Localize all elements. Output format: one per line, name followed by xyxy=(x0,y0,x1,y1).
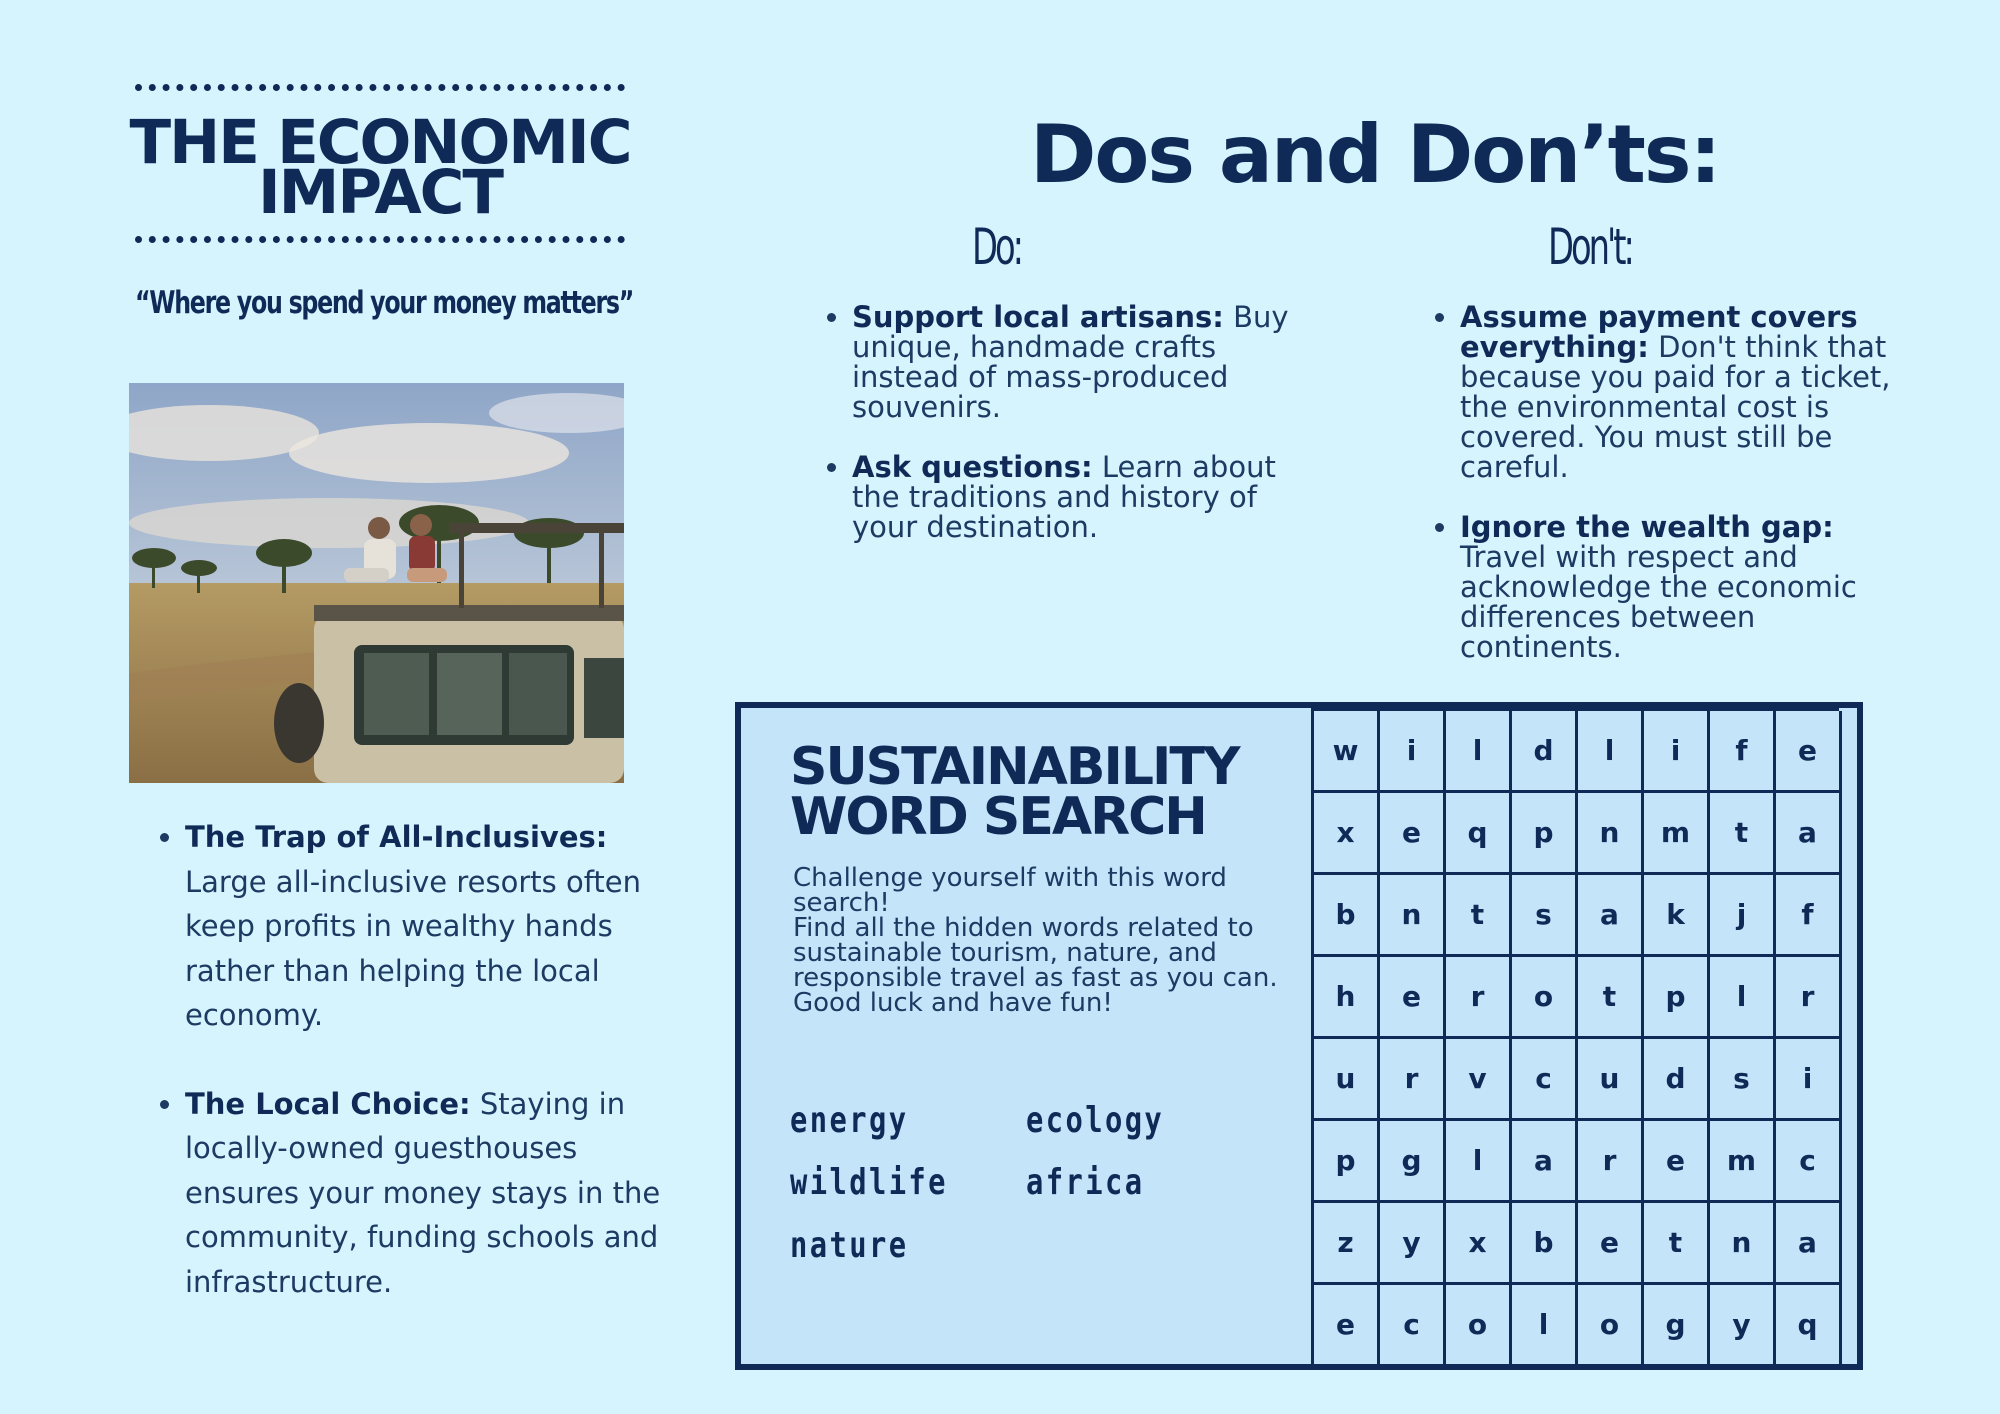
list-item xyxy=(852,452,1312,542)
grid-cell[interactable]: q xyxy=(1446,793,1512,875)
grid-cell[interactable]: e xyxy=(1380,793,1446,875)
letter-grid xyxy=(1311,708,1839,1368)
list-item xyxy=(1460,512,1920,662)
grid-cell[interactable]: n xyxy=(1380,875,1446,957)
grid-cell[interactable]: r xyxy=(1446,957,1512,1039)
grid-cell[interactable]: e xyxy=(1314,1285,1380,1367)
description-line: Find all the hidden words related to xyxy=(793,913,1254,943)
economic-title-line2: IMPACT xyxy=(257,157,503,228)
dont-list xyxy=(1422,302,1920,692)
grid-cell[interactable]: t xyxy=(1446,875,1512,957)
grid-cell[interactable]: w xyxy=(1314,711,1380,793)
grid-cell[interactable]: l xyxy=(1710,957,1776,1039)
grid-cell[interactable]: s xyxy=(1512,875,1578,957)
economic-impact-title xyxy=(120,107,640,228)
grid-cell[interactable]: c xyxy=(1380,1285,1446,1367)
word-search-title-line1: SUSTAINABILITY xyxy=(790,737,1239,797)
bullet-text: Don't think that because you paid for a ticket, the environmental cost is covered. You must still be careful. xyxy=(1460,330,1891,484)
description-line: search! xyxy=(793,888,890,918)
grid-cell[interactable]: l xyxy=(1446,711,1512,793)
economic-title-line1: THE ECONOMIC xyxy=(129,107,631,178)
grid-cell[interactable]: c xyxy=(1776,1121,1842,1203)
grid-cell[interactable]: t xyxy=(1710,793,1776,875)
grid-cell[interactable]: e xyxy=(1644,1121,1710,1203)
description-line: Good luck and have fun! xyxy=(793,988,1113,1018)
grid-cell[interactable]: u xyxy=(1314,1039,1380,1121)
grid-cell[interactable]: r xyxy=(1776,957,1842,1039)
safari-photo-illustration xyxy=(129,383,624,783)
dont-heading: Don't: xyxy=(1548,218,1632,276)
grid-cell[interactable]: l xyxy=(1512,1285,1578,1367)
grid-cell[interactable]: i xyxy=(1644,711,1710,793)
grid-cell[interactable]: r xyxy=(1380,1039,1446,1121)
grid-cell[interactable]: d xyxy=(1512,711,1578,793)
bullet-text: Travel with respect and acknowledge the economic differences between continents. xyxy=(1460,540,1857,664)
grid-cell[interactable]: k xyxy=(1644,875,1710,957)
grid-cell[interactable]: n xyxy=(1710,1203,1776,1285)
word-search-description xyxy=(793,863,1293,1018)
word-africa: africa xyxy=(1026,1162,1145,1203)
grid-cell[interactable]: n xyxy=(1578,793,1644,875)
grid-cell[interactable]: t xyxy=(1578,957,1644,1039)
grid-cell[interactable]: e xyxy=(1776,711,1842,793)
grid-cell[interactable]: d xyxy=(1644,1039,1710,1121)
grid-cell[interactable]: p xyxy=(1314,1121,1380,1203)
grid-cell[interactable]: a xyxy=(1776,1203,1842,1285)
top-dotted-divider xyxy=(135,84,625,91)
grid-cell[interactable]: b xyxy=(1314,875,1380,957)
grid-cell[interactable]: o xyxy=(1578,1285,1644,1367)
grid-cell[interactable]: l xyxy=(1446,1121,1512,1203)
dos-donts-title: Dos and Don’ts: xyxy=(1030,108,1720,201)
do-list xyxy=(814,302,1312,572)
grid-cell[interactable]: e xyxy=(1578,1203,1644,1285)
grid-cell[interactable]: m xyxy=(1710,1121,1776,1203)
grid-cell[interactable]: g xyxy=(1380,1121,1446,1203)
word-search-title-line2: WORD SEARCH xyxy=(790,787,1206,847)
bullet-title: Ignore the wealth gap: xyxy=(1460,510,1834,544)
grid-cell[interactable]: b xyxy=(1512,1203,1578,1285)
word-search-title xyxy=(790,737,1270,847)
bullet-text: Buy unique, handmade crafts instead of mass-produced souvenirs. xyxy=(852,300,1289,424)
grid-cell[interactable]: i xyxy=(1776,1039,1842,1121)
economic-bullet-list xyxy=(140,815,685,1348)
description-line: responsible travel as fast as you can. xyxy=(793,963,1278,993)
bullet-text: Staying in locally-owned guesthouses ensures your money stays in the community, funding schools and infrastructure. xyxy=(185,1086,661,1299)
safari-photo xyxy=(129,383,624,783)
list-item xyxy=(185,1082,685,1305)
bullet-title: Assume payment covers everything: xyxy=(1460,300,1858,364)
word-energy: energy xyxy=(790,1100,909,1141)
grid-cell[interactable]: h xyxy=(1314,957,1380,1039)
grid-cell[interactable]: u xyxy=(1578,1039,1644,1121)
grid-cell[interactable]: a xyxy=(1512,1121,1578,1203)
grid-cell[interactable]: i xyxy=(1380,711,1446,793)
list-item xyxy=(852,302,1312,422)
bullet-title: The Trap of All-Inclusives: xyxy=(185,820,608,854)
grid-cell[interactable]: q xyxy=(1776,1285,1842,1367)
grid-cell[interactable]: o xyxy=(1446,1285,1512,1367)
word-ecology: ecology xyxy=(1026,1100,1165,1141)
grid-cell[interactable]: z xyxy=(1314,1203,1380,1285)
bullet-title: The Local Choice: xyxy=(185,1086,471,1121)
grid-cell[interactable]: l xyxy=(1578,711,1644,793)
description-line: Challenge yourself with this word xyxy=(793,863,1227,893)
grid-cell[interactable]: y xyxy=(1710,1285,1776,1367)
bullet-title: Ask questions: xyxy=(852,450,1093,484)
grid-cell[interactable]: x xyxy=(1314,793,1380,875)
grid-cell[interactable]: r xyxy=(1578,1121,1644,1203)
bullet-text: Learn about the traditions and history of your destination. xyxy=(852,450,1276,544)
grid-cell[interactable]: p xyxy=(1512,793,1578,875)
grid-cell[interactable]: m xyxy=(1644,793,1710,875)
grid-cell[interactable]: t xyxy=(1644,1203,1710,1285)
list-item xyxy=(1460,302,1920,482)
bottom-dotted-divider xyxy=(135,236,625,243)
grid-cell[interactable]: x xyxy=(1446,1203,1512,1285)
description-line: sustainable tourism, nature, and xyxy=(793,938,1217,968)
grid-cell[interactable]: f xyxy=(1776,875,1842,957)
grid-cell[interactable]: f xyxy=(1710,711,1776,793)
bullet-text: Large all-inclusive resorts often keep profits in wealthy hands rather than helping the local economy. xyxy=(185,864,641,1032)
list-item xyxy=(185,815,685,1038)
word-wildlife: wildlife xyxy=(790,1162,948,1203)
grid-cell[interactable]: y xyxy=(1380,1203,1446,1285)
grid-cell[interactable]: a xyxy=(1776,793,1842,875)
do-heading: Do: xyxy=(972,218,1021,276)
bullet-title: Support local artisans: xyxy=(852,300,1224,334)
grid-cell[interactable]: e xyxy=(1380,957,1446,1039)
word-nature: nature xyxy=(790,1225,909,1266)
grid-cell[interactable]: v xyxy=(1446,1039,1512,1121)
grid-cell[interactable]: p xyxy=(1644,957,1710,1039)
grid-cell[interactable]: s xyxy=(1710,1039,1776,1121)
money-quote: “Where you spend your money matters” xyxy=(135,285,634,321)
grid-cell[interactable]: a xyxy=(1578,875,1644,957)
grid-cell[interactable]: j xyxy=(1710,875,1776,957)
grid-cell[interactable]: g xyxy=(1644,1285,1710,1367)
grid-cell[interactable]: c xyxy=(1512,1039,1578,1121)
grid-cell[interactable]: o xyxy=(1512,957,1578,1039)
